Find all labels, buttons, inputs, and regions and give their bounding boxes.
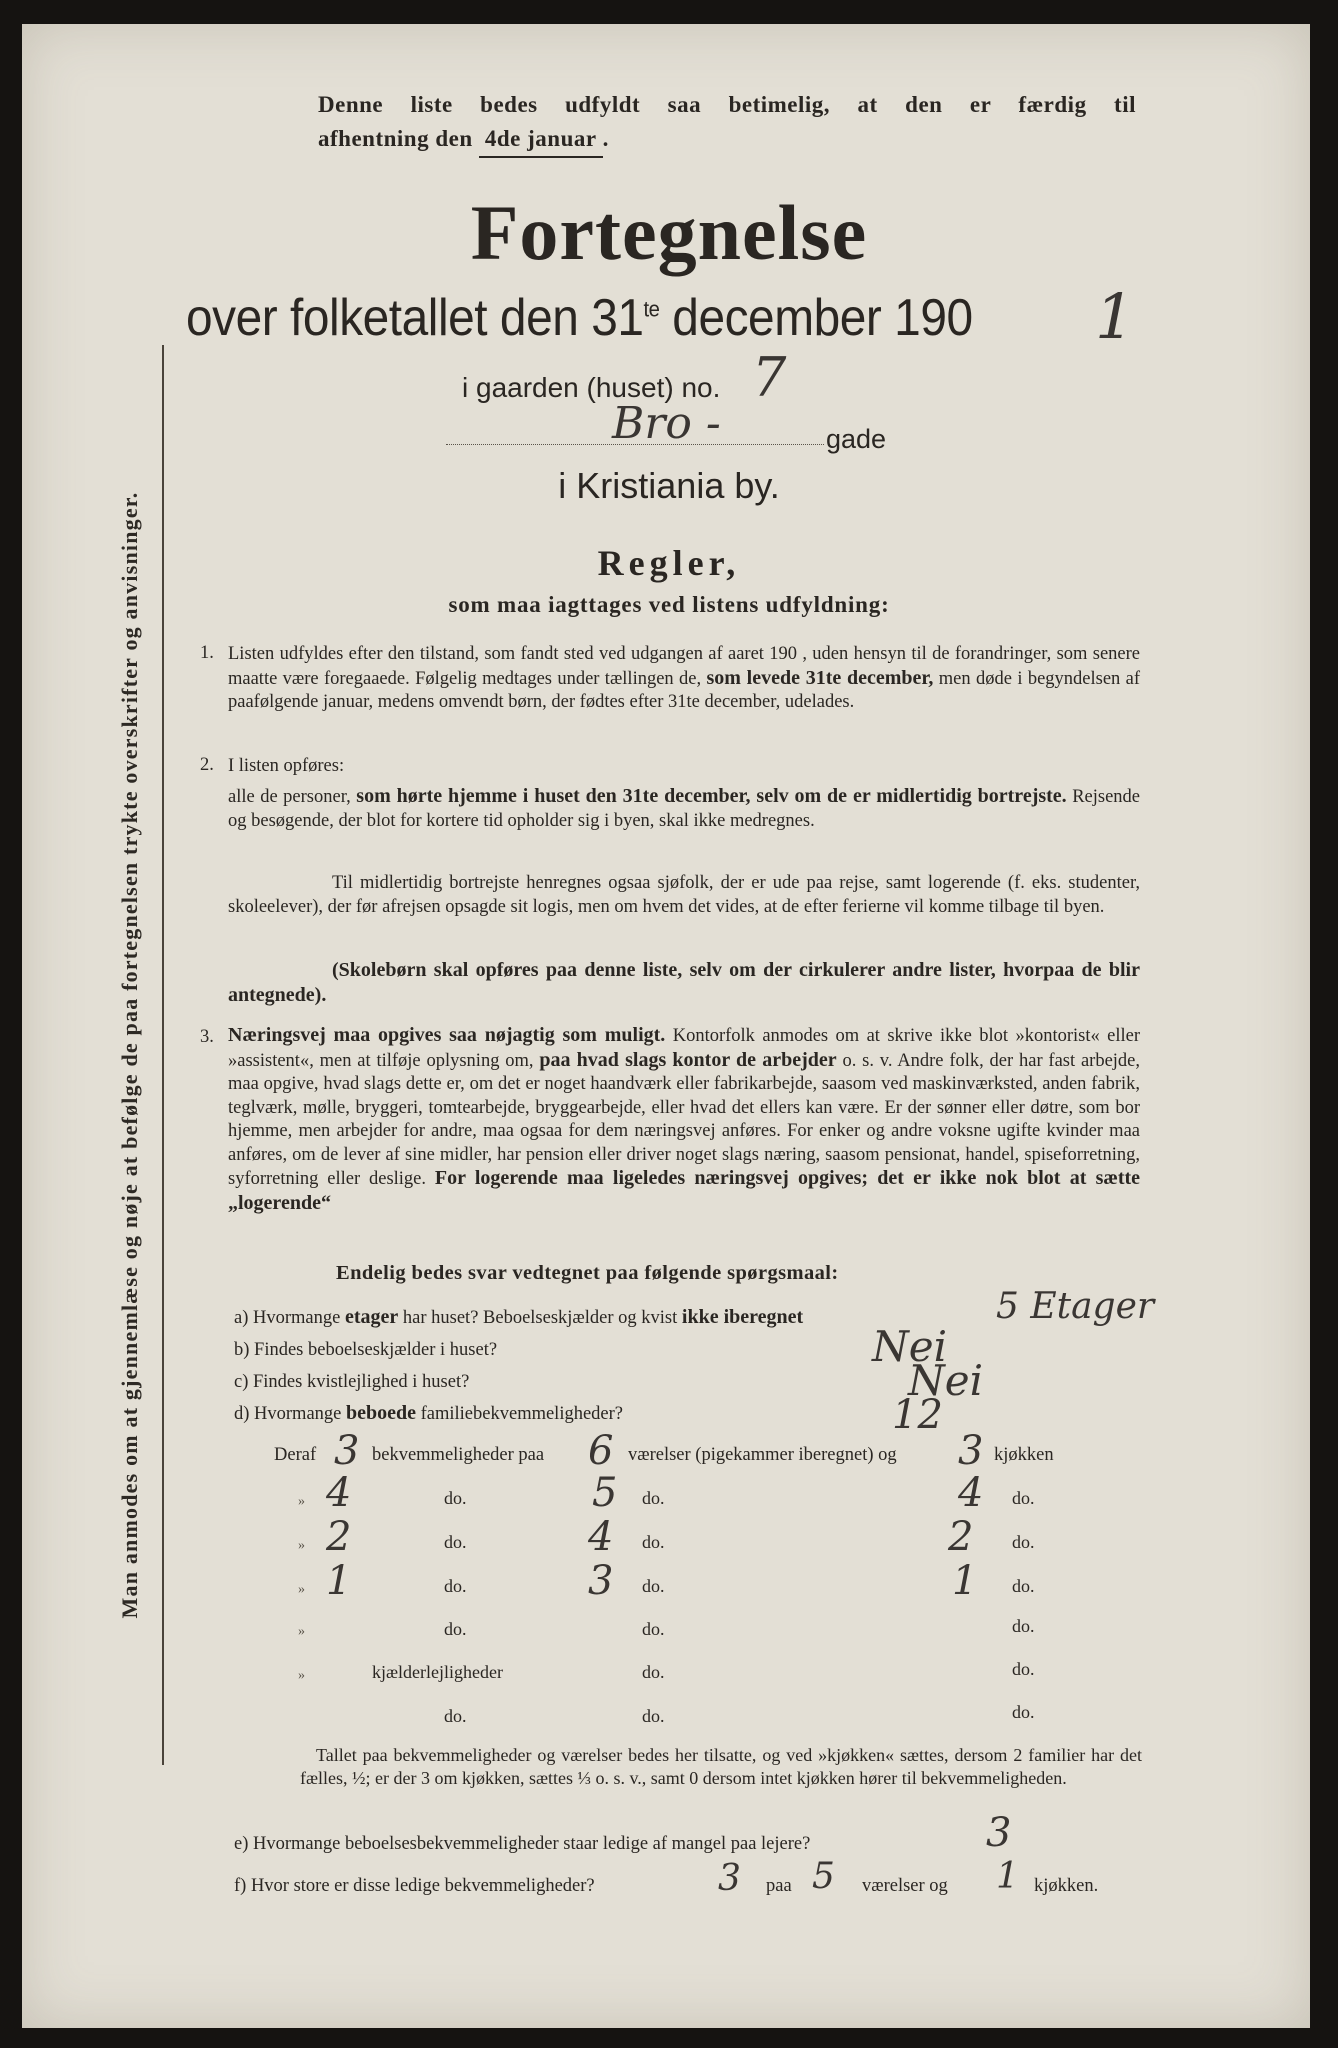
row-4-bek: 1 <box>326 1558 352 1604</box>
year-handwritten: 1 <box>1095 280 1135 353</box>
subtitle-sup: te <box>643 296 660 322</box>
table-kjokken-label: kjøkken <box>994 1445 1054 1465</box>
rule-2-heading: I listen opføres: <box>228 756 345 776</box>
rule-3-emphasis-c: paa hvad slags kontor de arbejder <box>539 1048 837 1071</box>
answer-f-kjok: 1 <box>996 1856 1019 1897</box>
rules-subheading: som maa iagttages ved listens udfyldning: <box>448 592 890 617</box>
row-1-vaer: 6 <box>588 1428 614 1474</box>
table-vaer-label: værelser (pigekammer iberegnet) og <box>628 1445 897 1465</box>
answer-a-handwritten: 5 Etager <box>996 1286 1155 1327</box>
pickup-notice <box>318 88 1136 158</box>
house-number-handwritten: 7 <box>752 346 787 409</box>
row-5-do-3: do. <box>1012 1616 1035 1636</box>
subtitle-prefix: over folketallet den 31 <box>186 289 644 347</box>
question-b: b) Findes beboelseskjælder i huset? <box>234 1340 498 1360</box>
rules-heading: Regler, <box>597 543 741 583</box>
rule-1-emphasis: som levede 31te december, <box>706 666 934 689</box>
answer-f-bek: 3 <box>718 1858 741 1899</box>
row-4-do-3: do. <box>1012 1576 1035 1596</box>
rule-2-text <box>228 785 1140 833</box>
question-c: c) Findes kvistlejlighed i huset? <box>234 1372 470 1392</box>
answer-f-vaer: 5 <box>812 1856 835 1897</box>
notice-line-1: Denne liste bedes udfyldt saa betimelig, at den er færdig til <box>318 92 1136 117</box>
row-6-do-3: do. <box>1012 1659 1035 1679</box>
row-2-bek: 4 <box>326 1470 352 1516</box>
house-label: i gaarden (huset) no. <box>462 372 721 403</box>
form-title: Fortegnelse <box>470 189 868 276</box>
row-6-kjaelder-label: kjælderlejligheder <box>372 1662 503 1682</box>
row-4-kjok: 1 <box>952 1558 978 1604</box>
rule-2-number: 2. <box>200 755 214 775</box>
sidebar-instruction-text: Man anmodes om at gjennemlæse og nøje at befølge de paa fortegnelsen trykte overskrifter og anvisninger. <box>117 491 142 1619</box>
row-3-mark: » <box>298 1538 305 1553</box>
question-d-prefix: d) Hvormange <box>234 1404 342 1424</box>
question-e: e) Hvormange beboelsesbekvemmeligheder staar ledige af mangel paa lejere? <box>234 1834 811 1854</box>
table-deraf-label: Deraf <box>274 1445 317 1465</box>
rule-3-text <box>228 1024 1140 1216</box>
notice-line-2 <box>318 122 1136 158</box>
table-bek-label: bekvemmeligheder paa <box>372 1445 545 1465</box>
row-4-mark: » <box>298 1582 305 1597</box>
question-a <box>234 1306 803 1329</box>
rule-1-text <box>228 643 1140 715</box>
question-a-emphasis-2: ikke iberegnet <box>681 1306 804 1328</box>
row-7-do-3: do. <box>1012 1702 1035 1722</box>
fraction-note: Tallet paa bekvemmeligheder og værelser bedes her tilsatte, og ved »kjøkken« sættes, dersom 2 familier har det fælles, ½; er der 3 om kjøkken, sættes ⅓ o. s. v., samt 0 dersom intet kjøkken hører til bekvemmeligheden. <box>300 1745 1142 1788</box>
row-2-kjok: 4 <box>958 1470 984 1516</box>
subtitle-suffix: december 190 <box>659 289 973 347</box>
rule-1-part-c: men døde i begyndelsen af paafølgende januar, medens omvendt børn, der fødtes efter 31te december, udelades. <box>228 668 1141 712</box>
row-2-vaer: 5 <box>592 1470 618 1516</box>
row-5-do-1: do. <box>444 1619 467 1639</box>
rule-1-number: 1. <box>200 643 214 663</box>
row-7-do-1: do. <box>444 1706 467 1726</box>
row-2-do-2: do. <box>642 1488 665 1508</box>
notice-line-2-suffix: . <box>602 126 609 151</box>
answer-d-handwritten: 12 <box>892 1392 943 1438</box>
question-d-emphasis: beboede <box>346 1402 416 1424</box>
question-a-middle: har huset? Beboelseskjælder og kvist <box>402 1308 678 1328</box>
rule-2-paragraph-2: Til midlertidig bortrejste henregnes ogsaa sjøfolk, der er ude paa rejse, samt logerende (f. eks. studenter, skoleelever), der før afrejsen opsagde sit logis, men om hvem det vides, at de efter ferierne vil komme tilbage til byen. <box>228 873 1140 917</box>
rule-2-part-c: Rejsende og besøgende, der blot for kortere tid opholder sig i byen, skal ikke medregnes. <box>228 787 1141 831</box>
row-3-do-1: do. <box>444 1532 467 1552</box>
question-a-emphasis: etager <box>344 1306 399 1328</box>
question-f-kjok-label: kjøkken. <box>1034 1876 1099 1896</box>
question-d-suffix: familiebekvemmeligheder? <box>420 1404 624 1424</box>
row-5-mark: » <box>298 1624 305 1639</box>
row-4-vaer: 3 <box>588 1558 614 1604</box>
row-7-do-2: do. <box>642 1706 665 1726</box>
street-name-handwritten: Bro - <box>612 398 721 449</box>
row-4-do-2: do. <box>642 1576 665 1596</box>
row-3-do-2: do. <box>642 1532 665 1552</box>
row-3-bek: 2 <box>326 1514 352 1560</box>
row-3-do-3: do. <box>1012 1532 1035 1552</box>
rule-3-number: 3. <box>200 1027 214 1047</box>
row-5-do-2: do. <box>642 1619 665 1639</box>
question-a-prefix: a) Hvormange <box>234 1308 341 1328</box>
notice-deadline: 4de januar <box>479 122 603 158</box>
answer-c-handwritten: Nei <box>908 1356 984 1405</box>
row-2-mark: » <box>298 1494 305 1509</box>
row-4-do-1: do. <box>444 1576 467 1596</box>
row-3-vaer: 4 <box>588 1514 614 1560</box>
notice-line-2-prefix: afhentning den <box>318 126 473 151</box>
row-2-do-3: do. <box>1012 1488 1035 1508</box>
city-line: i Kristiania by. <box>558 465 780 506</box>
row-6-do-2: do. <box>642 1662 665 1682</box>
rule-2-part-a: alle de personer, <box>228 787 351 807</box>
rule-3-emphasis-e: For logerende maa ligeledes næringsvej opgives; det er ikke nok blot at sætte „logerende“ <box>228 1167 1141 1214</box>
question-f-vaer-label: værelser og <box>862 1876 948 1896</box>
rule-3-part-b: Kontorfolk anmodes om at skrive ikke blot »kontorist« eller »assistent«, men at tilføje oplysning om, <box>228 1026 1141 1071</box>
rule-2-paragraph-3: (Skolebørn skal opføres paa denne liste, selv om der cirkulerer andre lister, hvorpaa de blir antegnede). <box>228 959 1140 1006</box>
question-d <box>234 1402 623 1425</box>
form-subtitle <box>186 288 973 348</box>
rule-1-part-a: Listen udfyldes efter den tilstand, som fandt sted ved udgangen af aaret 190 , uden hensyn til de forandringer, som senere maatte være foregaaede. Følgelig medtages under tællingen de, <box>228 644 1140 689</box>
row-1-bek: 3 <box>334 1428 360 1474</box>
answer-e-handwritten: 3 <box>986 1810 1012 1856</box>
row-2-do-1: do. <box>444 1488 467 1508</box>
row-1-kjok: 3 <box>958 1428 984 1474</box>
question-f: f) Hvor store er disse ledige bekvemmeligheder? <box>234 1876 595 1896</box>
row-3-kjok: 2 <box>948 1514 974 1560</box>
rule-2-emphasis: som hørte hjemme i huset den 31te december, selv om de er midlertidig bortrejste. <box>356 785 1067 807</box>
street-suffix: gade <box>826 424 887 454</box>
question-f-paa: paa <box>766 1876 792 1896</box>
rule-3-part-d: o. s. v. Andre folk, der har fast arbejde, maa opgive, hvad slags dette er, om det er noget haandværk eller fabrikarbejde, saasom ved maskinværksted, anden fabrik, teglværk, mølle, bryggeri, tomtearbejde, bryggearbejde, eller hvad det ellers kan være. Er der sønner eller døtre, som bor hjemme, men arbejder for andre, maa ogsaa for dem næringsvej anføres. For enker og andre voksne ugifte kvinder maa anføres, om de lever af sine midler, har pension eller driver noget slags næring, saasom pensionat, handel, spiseforretning, syforretning eller deslige. <box>228 1050 1141 1189</box>
row-6-mark: » <box>298 1668 305 1683</box>
questions-heading: Endelig bedes svar vedtegnet paa følgende spørgsmaal: <box>336 1262 839 1284</box>
rule-3-emphasis-a: Næringsvej maa opgives saa nøjagtig som muligt. <box>228 1024 666 1046</box>
answer-b-handwritten: Nei <box>872 1322 948 1371</box>
